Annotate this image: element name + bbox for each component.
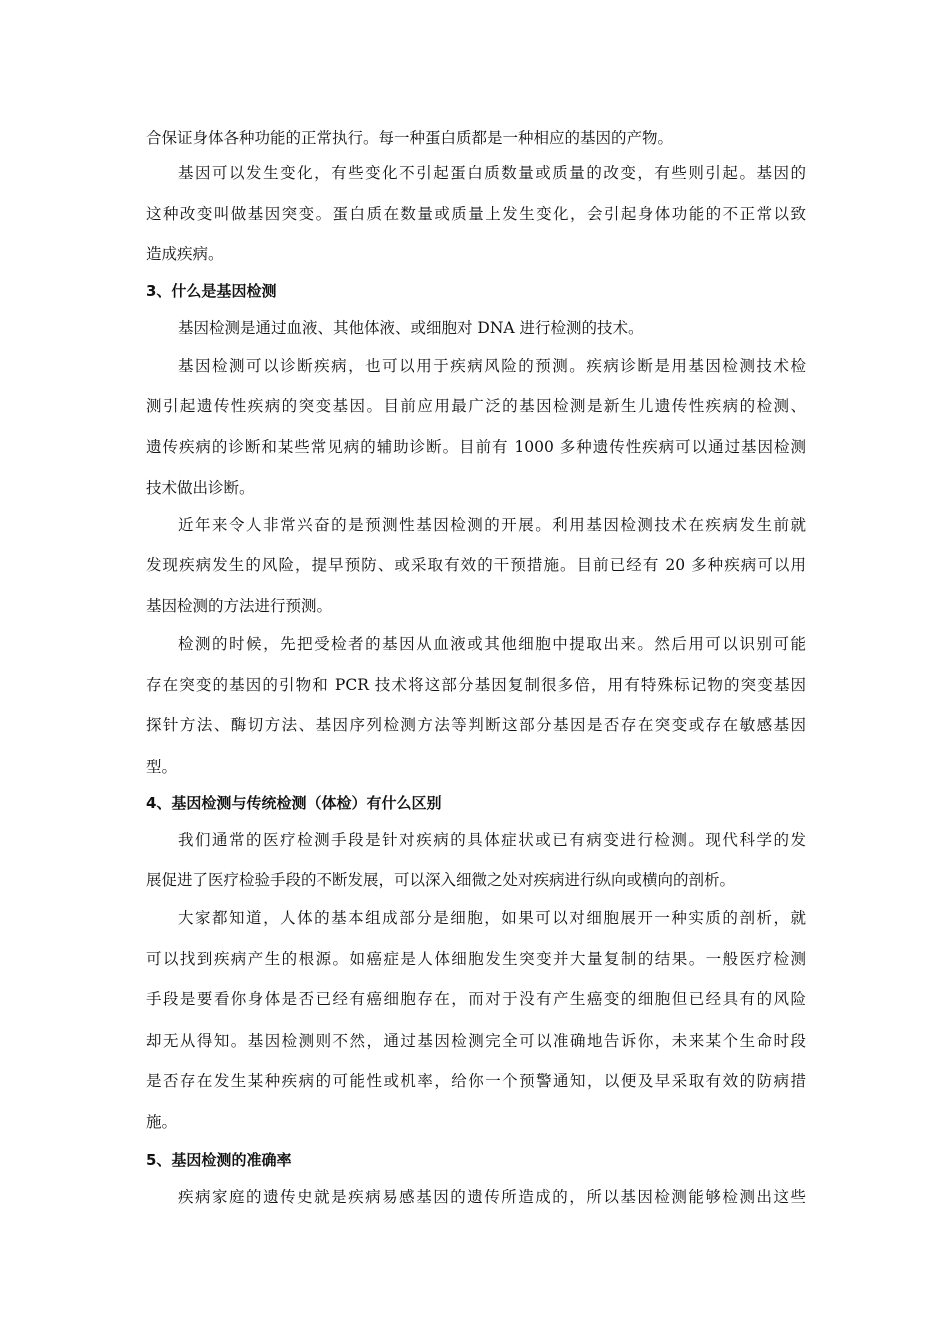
paragraph-line: 展促进了医疗检验手段的不断发展，可以深入细微之处对疾病进行纵向或横向的剖析。: [146, 871, 736, 889]
section-heading: 5、基因检测的准确率: [146, 1151, 292, 1169]
paragraph-line: 探针方法、酶切方法、基因序列检测方法等判断这部分基因是否存在突变或存在敏感基因: [146, 716, 806, 734]
paragraph-line: 测引起遗传性疾病的突变基因。目前应用最广泛的基因检测是新生儿遗传性疾病的检测、: [146, 397, 806, 415]
paragraph-line: 基因检测可以诊断疾病，也可以用于疾病风险的预测。疾病诊断是用基因检测技术检: [178, 357, 806, 375]
paragraph-line: 近年来令人非常兴奋的是预测性基因检测的开展。利用基因检测技术在疾病发生前就: [178, 516, 806, 534]
paragraph-line: 可以找到疾病产生的根源。如癌症是人体细胞发生突变并大量复制的结果。一般医疗检测: [146, 950, 806, 968]
paragraph-line: 存在突变的基因的引物和 PCR 技术将这部分基因复制很多倍，用有特殊标记物的突变基因: [146, 676, 806, 694]
paragraph-line: 基因检测的方法进行预测。: [146, 597, 333, 615]
paragraph-line: 是否存在发生某种疾病的可能性或机率，给你一个预警通知，以便及早采取有效的防病措: [146, 1072, 806, 1090]
paragraph-line: 我们通常的医疗检测手段是针对疾病的具体症状或已有病变进行检测。现代科学的发: [178, 831, 806, 849]
section-heading: 4、基因检测与传统检测（体检）有什么区别: [146, 794, 442, 812]
paragraph-line: 型。: [146, 758, 178, 776]
paragraph-line: 手段是要看你身体是否已经有癌细胞存在，而对于没有产生癌变的细胞但已经具有的风险: [146, 990, 806, 1008]
paragraph-line: 基因可以发生变化，有些变化不引起蛋白质数量或质量的改变，有些则引起。基因的: [178, 164, 806, 182]
paragraph-line: 技术做出诊断。: [146, 479, 255, 497]
paragraph-line: 基因检测是通过血液、其他体液、或细胞对 DNA 进行检测的技术。: [178, 319, 644, 337]
paragraph-line: 遗传疾病的诊断和某些常见病的辅助诊断。目前有 1000 多种遗传性疾病可以通过基因检测: [146, 438, 806, 456]
paragraph-line: 大家都知道，人体的基本组成部分是细胞，如果可以对细胞展开一种实质的剖析，就: [178, 909, 806, 927]
paragraph-line: 合保证身体各种功能的正常执行。每一种蛋白质都是一种相应的基因的产物。: [146, 129, 674, 147]
section-heading: 3、什么是基因检测: [146, 282, 277, 300]
paragraph-line: 造成疾病。: [146, 245, 224, 263]
paragraph-line: 检测的时候，先把受检者的基因从血液或其他细胞中提取出来。然后用可以识别可能: [178, 635, 806, 653]
paragraph-line: 发现疾病发生的风险，提早预防、或采取有效的干预措施。目前已经有 20 多种疾病可以用: [146, 556, 806, 574]
paragraph-line: 这种改变叫做基因突变。蛋白质在数量或质量上发生变化，会引起身体功能的不正常以致: [146, 205, 806, 223]
paragraph-line: 疾病家庭的遗传史就是疾病易感基因的遗传所造成的，所以基因检测能够检测出这些: [178, 1188, 806, 1206]
paragraph-line: 却无从得知。基因检测则不然，通过基因检测完全可以准确地告诉你，未来某个生命时段: [146, 1032, 806, 1050]
paragraph-line: 施。: [146, 1113, 178, 1131]
